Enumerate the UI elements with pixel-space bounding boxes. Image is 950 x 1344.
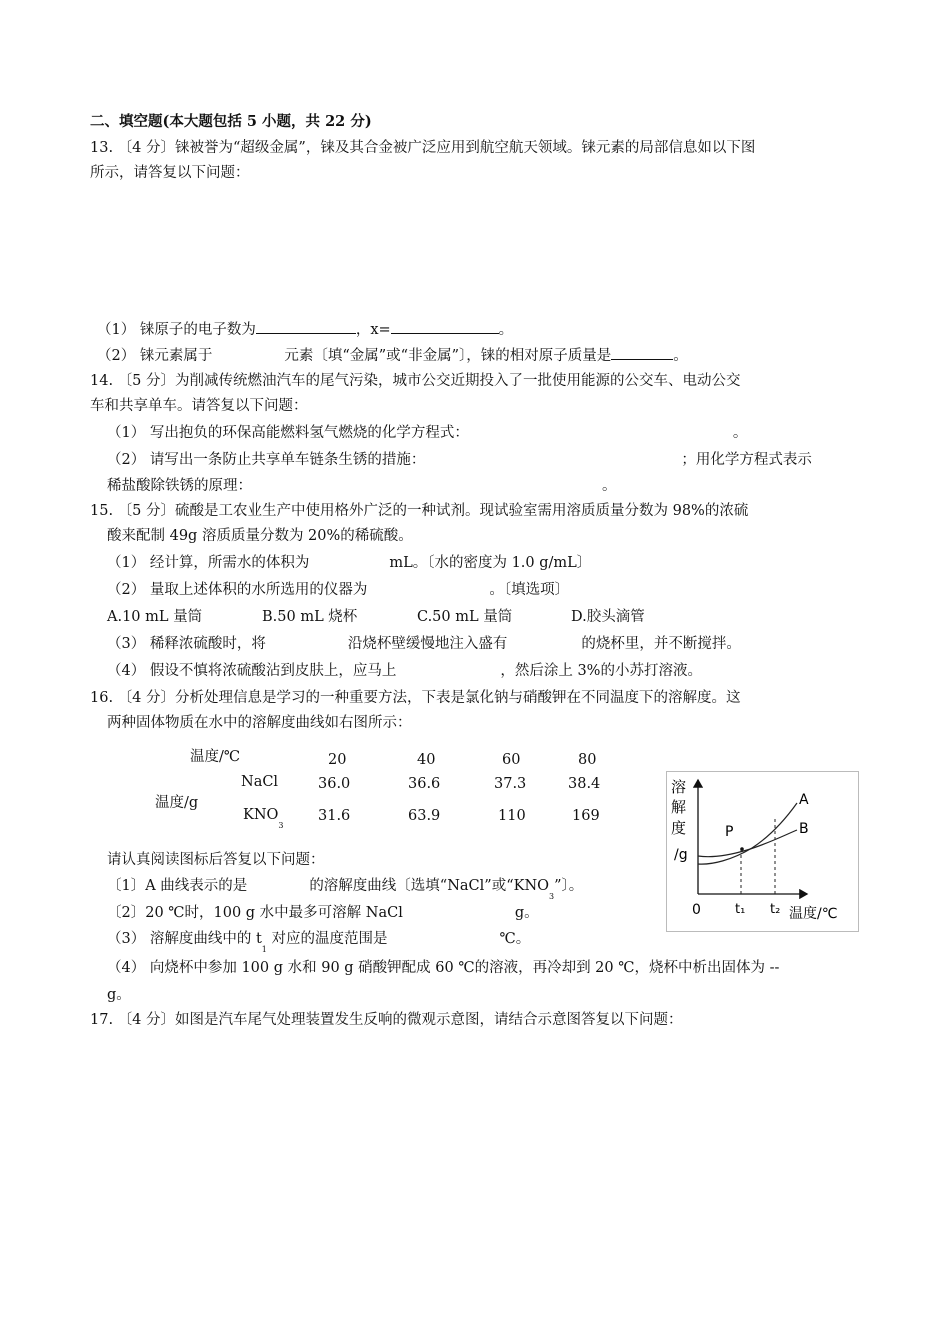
q15-part1: [107, 553, 591, 573]
kno-subscript: 3: [278, 821, 284, 830]
q13-part1: [97, 318, 513, 340]
q15-line1: 15. 〔5 分〕硫酸是工农业生产中使用格外广泛的一种试剂。现试验室需用溶质质量分数为 98%的浓硫: [90, 503, 749, 519]
q13-part2: [97, 344, 688, 366]
curve-b: [698, 830, 797, 857]
q15-part2: [107, 580, 569, 600]
q15-part3: [107, 634, 741, 654]
q14-part1: [107, 423, 747, 443]
curve-a: [698, 803, 797, 864]
q16-part4: （4） 向烧杯中参加 100 g 水和 90 g 硝酸钾配成 60 ℃的溶液，再冷却到 20 ℃，烧杯中析出固体为 --: [107, 960, 780, 976]
table-cell-kno3: 169: [572, 808, 600, 824]
q13-p2-text-c: 。: [673, 348, 688, 364]
q15-p4-text-b: ，然后涂上 3%的小苏打溶液。: [500, 663, 702, 679]
xlabel: 温度/℃: [789, 906, 838, 922]
kno-text: KNO: [243, 807, 279, 823]
q16-line1: 16. 〔4 分〕分析处理信息是学习的一种重要方法，下表是氯化钠与硝酸钾在不同温度下的溶解度。这: [90, 690, 741, 706]
q14-part2: [107, 450, 812, 470]
q15-p3-text-a: （3） 稀释浓硫酸时，将: [107, 636, 266, 652]
table-cell-kno3: 31.6: [318, 808, 351, 824]
q16-part4-cont: g。: [107, 987, 131, 1003]
q14-p1-text-b: 。: [732, 425, 748, 441]
q16-p1-text-c: ”〕。: [554, 878, 584, 894]
q13-p2-text-b: 元素〔填“金属”或“非金属”〕，铼的相对原子质量是: [284, 348, 612, 364]
q15-p3-text-c: 的烧杯里，并不断搅拌。: [581, 636, 741, 652]
curve-b-label: B: [799, 821, 809, 837]
table-temp-label: 温度/℃: [190, 749, 241, 765]
table-cell-nacl: 36.6: [408, 776, 441, 792]
table-temp: 40: [417, 752, 436, 768]
table-temp: 20: [328, 752, 347, 768]
t1-label: t₁: [735, 902, 746, 917]
q15-option-c: C.50 mL 量筒: [417, 609, 513, 625]
q15-p4-text-a: （4） 假设不慎将浓硫酸沾到皮肤上，应马上: [107, 663, 397, 679]
q13-answer-blank-4[interactable]: [611, 344, 673, 360]
q15-p1-text-b: mL。〔水的密度为 1.0 g/mL〕: [389, 555, 592, 571]
q16-p3-text-b: 对应的温度范围是: [271, 931, 388, 947]
q13-p1-text-c: 。: [498, 322, 514, 338]
table-cell-kno3: 63.9: [408, 808, 441, 824]
table-row-label: 温度/g: [155, 795, 199, 811]
q15-option-a: A.10 mL 量筒: [107, 609, 203, 625]
q14-p1-text-a: （1） 写出抱负的环保高能燃料氢气燃烧的化学方程式：: [107, 425, 469, 441]
q14-p2-text-c: 稀盐酸除铁锈的原理：: [107, 478, 252, 494]
origin-label: 0: [692, 902, 701, 918]
q14-line1: 14. 〔5 分〕为削减传统燃油汽车的尾气污染，城市公交近期投入了一批使用能源的公交车、电动公交: [90, 373, 741, 389]
ylabel-char: /g: [674, 847, 688, 863]
q16-part3: [107, 929, 531, 954]
q13-p1-text-b: ，x=: [355, 322, 391, 338]
q16-p1-text-a: 〔1〕A 曲线表示的是: [107, 878, 248, 894]
q14-p2-text-d: 。: [602, 478, 617, 494]
q15-p2-text-a: （2） 量取上述体积的水所选用的仪器为: [107, 582, 368, 598]
q16-p2-text-b: g。: [514, 905, 539, 921]
q15-p3-text-b: 沿烧杯壁缓慢地注入盛有: [347, 636, 508, 652]
q16-part1: [107, 876, 584, 901]
q14-p2-text-b: ；用化学方程式表示: [681, 452, 812, 468]
q13-p2-text-a: （2） 铼元素属于: [97, 348, 213, 364]
q13-line2: 所示，请答复以下问题：: [90, 165, 250, 181]
t2-label: t₂: [770, 902, 781, 917]
curve-a-label: A: [799, 792, 809, 808]
q16-part2: [107, 903, 539, 923]
q15-option-d: D.胶头滴管: [571, 609, 645, 625]
q14-p2-text-a: （2） 请写出一条防止共享单车链条生锈的措施：: [107, 452, 426, 468]
table-temp: 60: [502, 752, 521, 768]
q14-part2-cont: [107, 476, 617, 496]
q16-p3-text-c: ℃。: [499, 931, 531, 947]
table-cell-nacl: 37.3: [494, 776, 527, 792]
q13-answer-blank-1[interactable]: [256, 318, 356, 334]
q15-option-b: B.50 mL 烧杯: [262, 609, 358, 625]
q15-line2: 酸来配制 49g 溶质质量分数为 20%的稀硫酸。: [107, 528, 413, 544]
q16-line2: 两种固体物质在水中的溶解度曲线如右图所示：: [107, 715, 412, 731]
point-p: [740, 847, 744, 851]
table-cell-nacl: 38.4: [568, 776, 601, 792]
q13-answer-blank-2[interactable]: [391, 318, 499, 334]
ylabel-char: 溶: [671, 778, 687, 796]
section-title: 二、填空题(本大题包括 5 小题，共 22 分): [90, 113, 372, 130]
point-p-label: P: [725, 824, 734, 840]
q16-p1-subscript: 3: [549, 892, 555, 901]
table-nacl-label: NaCl: [241, 774, 279, 790]
table-kno3-label: [243, 806, 284, 830]
table-cell-kno3: 110: [498, 808, 526, 824]
q15-p2-text-b: 。〔填选项〕: [489, 582, 570, 598]
q14-line2: 车和共享单车。请答复以下问题：: [90, 398, 308, 414]
q13-line1: 13. 〔4 分〕铼被誉为“超级金属”，铼及其合金被广泛应用到航空航天领域。铼元素的局部信息如以下图: [90, 140, 756, 156]
q15-p1-text-a: （1） 经计算，所需水的体积为: [107, 555, 310, 571]
q16-p3-subscript: 1: [261, 945, 267, 954]
solubility-curve-figure: [666, 771, 859, 932]
q17-line1: 17. 〔4 分〕如图是汽车尾气处理装置发生反响的微观示意图，请结合示意图答复以下问题：: [90, 1012, 683, 1028]
q13-p1-text-a: （1） 铼原子的电子数为: [97, 322, 256, 338]
table-temp: 80: [578, 752, 597, 768]
q16-p1-text-b: 的溶解度曲线〔选填“NaCl”或“KNO: [309, 878, 550, 894]
ylabel-char: 解: [671, 798, 687, 816]
q16-p2-text-a: 〔2〕20 ℃时，100 g 水中最多可溶解 NaCl: [107, 905, 403, 921]
table-cell-nacl: 36.0: [318, 776, 351, 792]
q16-p3-text-a: （3） 溶解度曲线中的 t: [107, 931, 262, 947]
q15-part4: [107, 661, 702, 681]
ylabel-char: 度: [671, 819, 687, 837]
q16-read: 请认真阅读图标后答复以下问题：: [107, 852, 325, 868]
